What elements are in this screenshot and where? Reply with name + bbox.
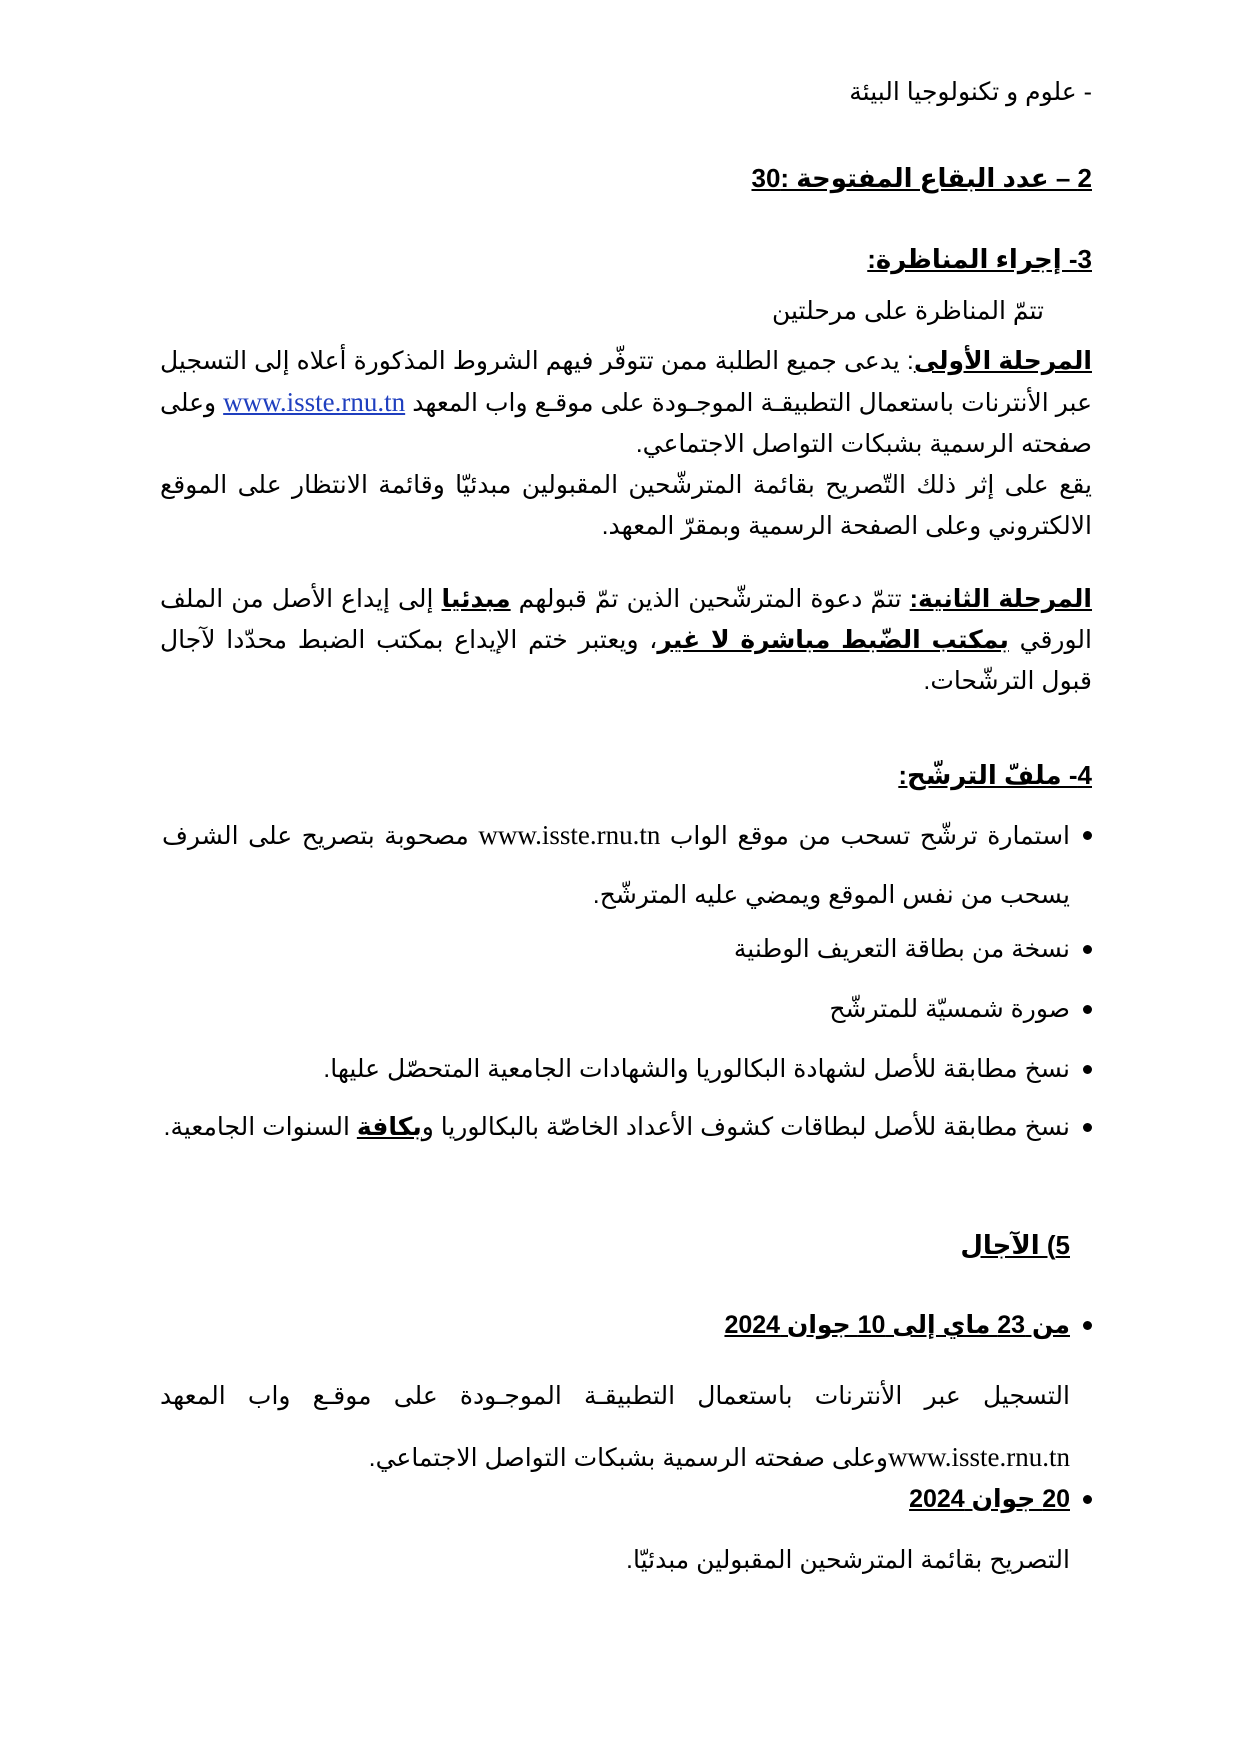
phase1-label: المرحلة الأولى xyxy=(913,347,1092,375)
item5-text-a: نسخ مطابقة للأصل لبطاقات كشوف الأعداد الخاصّة بالبكالوريا و xyxy=(421,1113,1070,1141)
date1-text-b: وعلى صفحته الرسمية بشبكات التواصل الاجتماعي. xyxy=(368,1444,888,1472)
results-announcement: التصريح بقائمة المترشحين المقبولين مبدئيّا. xyxy=(626,1546,1070,1574)
list-item xyxy=(160,1040,1092,1099)
id-card-item: نسخة من بطاقة التعريف الوطنية xyxy=(733,935,1070,963)
list-item xyxy=(160,980,1092,1039)
item5-text-b: السنوات الجامعية. xyxy=(163,1113,357,1141)
phase2-text-a: تتمّ دعوة المترشّحين الذين تمّ قبولهم xyxy=(510,585,910,613)
phase2-label: المرحلة الثانية: xyxy=(909,585,1093,613)
phase2-paragraph xyxy=(160,579,1092,702)
competition-intro: تتمّ المناظرة على مرحلتين xyxy=(771,297,1044,325)
phase2-bold-b: بمكتب الضّبط مباشرة لا غير xyxy=(657,626,1009,654)
transcripts-item xyxy=(160,1098,1070,1157)
bullet-icon xyxy=(1083,945,1092,954)
phase2-text-b: إلى إيداع الأصل من الملف الورقي xyxy=(160,585,1092,654)
diplomas-item: نسخ مطابقة للأصل لشهادة البكالوريا والشهادات الجامعية المتحصّل عليها. xyxy=(323,1055,1070,1083)
list-item xyxy=(160,1470,1092,1529)
bullet-icon xyxy=(1083,1005,1092,1014)
bullet-icon xyxy=(1083,1065,1092,1074)
item5-bold: بكافة xyxy=(356,1113,422,1141)
item1-text-b: مصحوبة بتصريح على الشرف يسحب من نفس الموقع ويمضي عليه المترشّح. xyxy=(162,822,1070,909)
item1-website-link[interactable]: www.isste.rnu.tn xyxy=(478,820,661,850)
list-item xyxy=(160,1098,1092,1157)
list-item xyxy=(160,920,1092,979)
list-item xyxy=(162,806,1092,925)
specialty-line: - علوم و تكنولوجيا البيئة xyxy=(849,78,1092,106)
phase2-bold-a: مبدئيا xyxy=(441,585,511,613)
section-5-heading: 5) الآجال xyxy=(960,1230,1070,1260)
phase1-text-b: وعلى صفحته الرسمية بشبكات التواصل الاجتماعي. xyxy=(160,389,1092,458)
bullet-icon xyxy=(1083,1495,1092,1504)
bullet-icon xyxy=(1083,831,1092,840)
institute-website-link[interactable]: www.isste.rnu.tn xyxy=(223,387,406,417)
registration-dates: من 23 ماي إلى 10 جوان 2024 xyxy=(724,1311,1070,1339)
section-3-heading: 3- إجراء المناظرة: xyxy=(867,244,1092,274)
list-item xyxy=(160,1296,1092,1355)
phase1-text-c: يقع على إثر ذلك التّصريح بقائمة المترشّحين المقبولين مبدئيّا وقائمة الانتظار على الموقع الالكتروني وعلى الصفحة الرسمية وبمقرّ المعهد. xyxy=(160,471,1092,540)
section-4-heading: 4- ملفّ الترشّح: xyxy=(898,760,1092,790)
bullet-icon xyxy=(1083,1321,1092,1330)
date1-text-a: التسجيل عبر الأنترنات باستعمال التطبيقـة الموجـودة على موقـع واب المعهد xyxy=(160,1382,1070,1410)
bullet-icon xyxy=(1083,1123,1092,1132)
phase1-text-a: : يدعى جميع الطلبة ممن تتوفّر فيهم الشروط المذكورة أعلاه إلى التسجيل عبر الأنترنات باستعمال التطبيقـة الموجـودة على موقـع واب المعهد xyxy=(160,347,1092,417)
date1-website-link[interactable]: www.isste.rnu.tn xyxy=(888,1442,1070,1472)
section-2-heading: 2 – عدد البقاع المفتوحة :30 xyxy=(751,163,1092,193)
item1-text-a: استمارة ترشّح تسحب من موقع الواب xyxy=(660,822,1070,850)
phase2-text-c: ، ويعتبر ختم الإيداع بمكتب الضبط محدّدا لآجال قبول الترشّحات. xyxy=(160,626,1092,695)
application-form-item xyxy=(162,806,1070,925)
phase1-paragraph xyxy=(160,341,1092,547)
results-date: 20 جوان 2024 xyxy=(909,1485,1070,1513)
photo-item: صورة شمسيّة للمترشّح xyxy=(829,995,1070,1023)
